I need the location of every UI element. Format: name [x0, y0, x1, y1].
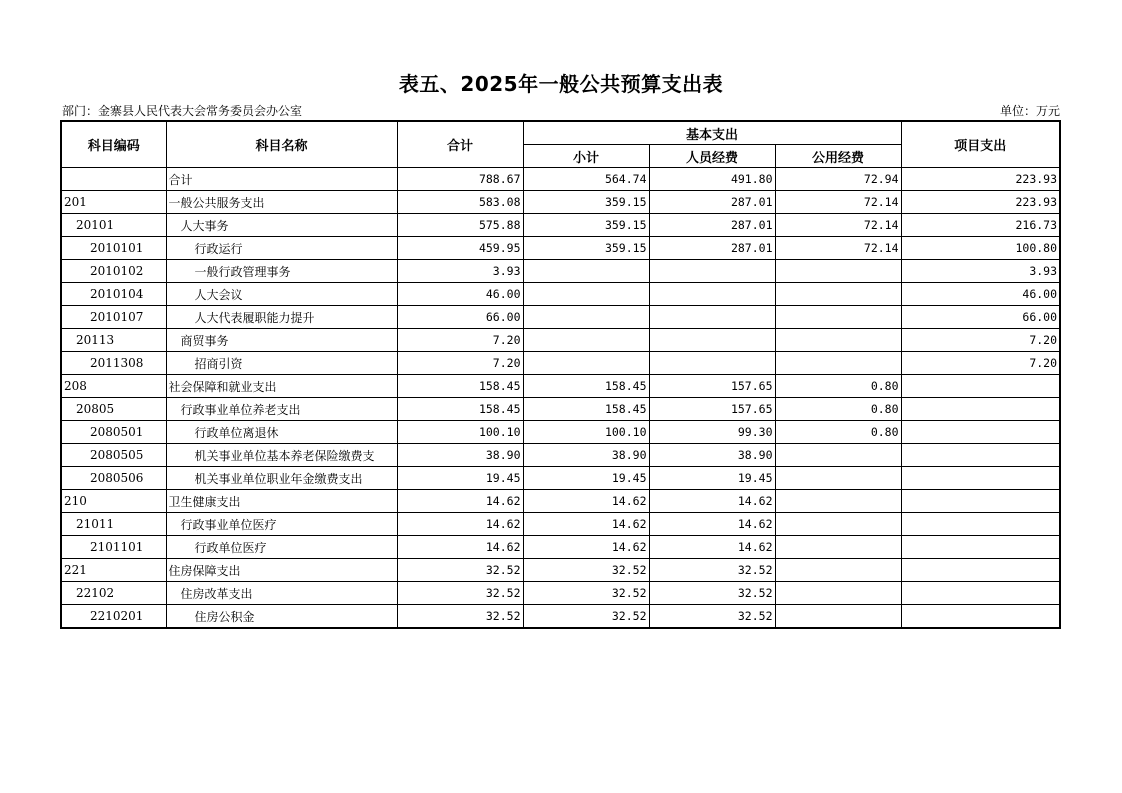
header-code: 科目编码 [61, 121, 166, 168]
cell-subtotal: 158.45 [523, 398, 649, 421]
cell-total: 583.08 [397, 191, 523, 214]
cell-subtotal: 32.52 [523, 582, 649, 605]
header-name: 科目名称 [166, 121, 397, 168]
table-row [61, 490, 1060, 513]
cell-subtotal: 32.52 [523, 605, 649, 629]
cell-public [775, 306, 901, 329]
cell-subtotal [523, 329, 649, 352]
cell-total: 459.95 [397, 237, 523, 260]
table-body [61, 168, 1060, 629]
cell-subtotal [523, 352, 649, 375]
cell-name: 人大事务 [166, 214, 397, 237]
cell-total: 19.45 [397, 467, 523, 490]
table-row [61, 352, 1060, 375]
cell-subtotal: 38.90 [523, 444, 649, 467]
cell-public [775, 283, 901, 306]
cell-public: 0.80 [775, 398, 901, 421]
cell-code: 22102 [61, 582, 166, 605]
cell-total: 32.52 [397, 559, 523, 582]
cell-public: 0.80 [775, 375, 901, 398]
cell-total: 3.93 [397, 260, 523, 283]
cell-personnel: 157.65 [649, 375, 775, 398]
cell-public [775, 513, 901, 536]
cell-code: 210 [61, 490, 166, 513]
table-row [61, 605, 1060, 629]
cell-subtotal: 14.62 [523, 490, 649, 513]
cell-project [901, 467, 1060, 490]
cell-total: 32.52 [397, 582, 523, 605]
table-row [61, 283, 1060, 306]
cell-name: 行政单位离退休 [166, 421, 397, 444]
cell-subtotal: 359.15 [523, 191, 649, 214]
cell-project [901, 605, 1060, 629]
cell-code: 2010101 [61, 237, 166, 260]
cell-name: 行政事业单位养老支出 [166, 398, 397, 421]
cell-public [775, 536, 901, 559]
header-project: 项目支出 [901, 121, 1060, 168]
cell-total: 7.20 [397, 329, 523, 352]
cell-project [901, 582, 1060, 605]
cell-name: 住房改革支出 [166, 582, 397, 605]
cell-name: 人大代表履职能力提升 [166, 306, 397, 329]
header-personnel: 人员经费 [649, 145, 775, 168]
cell-public [775, 444, 901, 467]
cell-personnel [649, 352, 775, 375]
cell-name: 住房公积金 [166, 605, 397, 629]
cell-project: 7.20 [901, 329, 1060, 352]
cell-subtotal: 14.62 [523, 536, 649, 559]
cell-public: 72.14 [775, 237, 901, 260]
table-row [61, 329, 1060, 352]
cell-total: 14.62 [397, 490, 523, 513]
cell-public: 72.14 [775, 214, 901, 237]
table-row [61, 444, 1060, 467]
table-row [61, 214, 1060, 237]
table-header [61, 121, 1060, 168]
table-row [61, 191, 1060, 214]
cell-project: 216.73 [901, 214, 1060, 237]
cell-code: 2080506 [61, 467, 166, 490]
cell-public [775, 260, 901, 283]
header-basic: 基本支出 [523, 121, 901, 145]
page-title: 表五、2025年一般公共预算支出表 [398, 72, 724, 96]
cell-subtotal [523, 306, 649, 329]
cell-project: 223.93 [901, 191, 1060, 214]
cell-project: 223.93 [901, 168, 1060, 191]
cell-subtotal: 100.10 [523, 421, 649, 444]
cell-name: 行政事业单位医疗 [166, 513, 397, 536]
cell-code: 2010107 [61, 306, 166, 329]
cell-code: 2080501 [61, 421, 166, 444]
cell-name: 招商引资 [166, 352, 397, 375]
cell-total: 575.88 [397, 214, 523, 237]
cell-name: 行政单位医疗 [166, 536, 397, 559]
cell-code: 2080505 [61, 444, 166, 467]
header-subtotal: 小计 [523, 145, 649, 168]
table-row [61, 421, 1060, 444]
cell-public: 72.94 [775, 168, 901, 191]
cell-public [775, 605, 901, 629]
cell-personnel: 491.80 [649, 168, 775, 191]
table-row [61, 237, 1060, 260]
cell-name: 人大会议 [166, 283, 397, 306]
department-label: 部门：金寨县人民代表大会常务委员会办公室 [62, 104, 303, 118]
cell-project: 3.93 [901, 260, 1060, 283]
cell-name: 住房保障支出 [166, 559, 397, 582]
header-public: 公用经费 [775, 145, 901, 168]
cell-total: 788.67 [397, 168, 523, 191]
cell-personnel: 38.90 [649, 444, 775, 467]
cell-code: 2010102 [61, 260, 166, 283]
cell-personnel [649, 329, 775, 352]
cell-subtotal: 14.62 [523, 513, 649, 536]
cell-subtotal: 32.52 [523, 559, 649, 582]
cell-total: 7.20 [397, 352, 523, 375]
header-total: 合计 [397, 121, 523, 168]
cell-project [901, 421, 1060, 444]
cell-personnel [649, 260, 775, 283]
cell-code: 2011308 [61, 352, 166, 375]
cell-subtotal: 158.45 [523, 375, 649, 398]
cell-code: 20113 [61, 329, 166, 352]
cell-code: 20805 [61, 398, 166, 421]
cell-name: 卫生健康支出 [166, 490, 397, 513]
cell-personnel: 14.62 [649, 536, 775, 559]
cell-public [775, 352, 901, 375]
cell-code: 208 [61, 375, 166, 398]
cell-public [775, 559, 901, 582]
cell-personnel: 287.01 [649, 237, 775, 260]
cell-subtotal [523, 283, 649, 306]
cell-personnel: 14.62 [649, 490, 775, 513]
table-row [61, 513, 1060, 536]
cell-name: 合计 [166, 168, 397, 191]
cell-personnel: 157.65 [649, 398, 775, 421]
cell-personnel: 99.30 [649, 421, 775, 444]
table-row [61, 168, 1060, 191]
cell-name: 机关事业单位基本养老保险缴费支 [166, 444, 397, 467]
cell-public [775, 329, 901, 352]
unit-label: 单位：万元 [999, 104, 1060, 118]
cell-public [775, 490, 901, 513]
cell-project: 66.00 [901, 306, 1060, 329]
table-row [61, 375, 1060, 398]
cell-subtotal: 359.15 [523, 237, 649, 260]
budget-table [60, 120, 1061, 629]
cell-subtotal: 564.74 [523, 168, 649, 191]
cell-total: 158.45 [397, 398, 523, 421]
table-row [61, 559, 1060, 582]
cell-project: 46.00 [901, 283, 1060, 306]
cell-code: 2101101 [61, 536, 166, 559]
cell-project: 7.20 [901, 352, 1060, 375]
cell-personnel [649, 306, 775, 329]
cell-code: 21011 [61, 513, 166, 536]
cell-public: 72.14 [775, 191, 901, 214]
cell-project [901, 490, 1060, 513]
cell-name: 社会保障和就业支出 [166, 375, 397, 398]
cell-subtotal [523, 260, 649, 283]
cell-name: 一般行政管理事务 [166, 260, 397, 283]
cell-name: 商贸事务 [166, 329, 397, 352]
cell-total: 46.00 [397, 283, 523, 306]
cell-personnel: 32.52 [649, 605, 775, 629]
cell-name: 机关事业单位职业年金缴费支出 [166, 467, 397, 490]
cell-total: 158.45 [397, 375, 523, 398]
table-row [61, 467, 1060, 490]
cell-personnel: 14.62 [649, 513, 775, 536]
cell-total: 14.62 [397, 536, 523, 559]
cell-subtotal: 359.15 [523, 214, 649, 237]
cell-public [775, 582, 901, 605]
cell-name: 一般公共服务支出 [166, 191, 397, 214]
cell-personnel: 32.52 [649, 559, 775, 582]
cell-public [775, 467, 901, 490]
cell-project [901, 559, 1060, 582]
table-row [61, 398, 1060, 421]
cell-personnel: 287.01 [649, 214, 775, 237]
table-row [61, 536, 1060, 559]
cell-project [901, 536, 1060, 559]
table-row [61, 306, 1060, 329]
cell-personnel: 32.52 [649, 582, 775, 605]
table-row [61, 582, 1060, 605]
cell-personnel: 19.45 [649, 467, 775, 490]
cell-total: 32.52 [397, 605, 523, 629]
cell-total: 100.10 [397, 421, 523, 444]
cell-personnel: 287.01 [649, 191, 775, 214]
cell-name: 行政运行 [166, 237, 397, 260]
cell-code [61, 168, 166, 191]
cell-personnel [649, 283, 775, 306]
cell-project [901, 375, 1060, 398]
table-row [61, 260, 1060, 283]
cell-total: 66.00 [397, 306, 523, 329]
cell-total: 14.62 [397, 513, 523, 536]
cell-project [901, 398, 1060, 421]
cell-project [901, 444, 1060, 467]
cell-code: 2010104 [61, 283, 166, 306]
cell-project [901, 513, 1060, 536]
cell-code: 221 [61, 559, 166, 582]
cell-project: 100.80 [901, 237, 1060, 260]
cell-total: 38.90 [397, 444, 523, 467]
cell-public: 0.80 [775, 421, 901, 444]
cell-code: 2210201 [61, 605, 166, 629]
cell-code: 201 [61, 191, 166, 214]
cell-subtotal: 19.45 [523, 467, 649, 490]
cell-code: 20101 [61, 214, 166, 237]
